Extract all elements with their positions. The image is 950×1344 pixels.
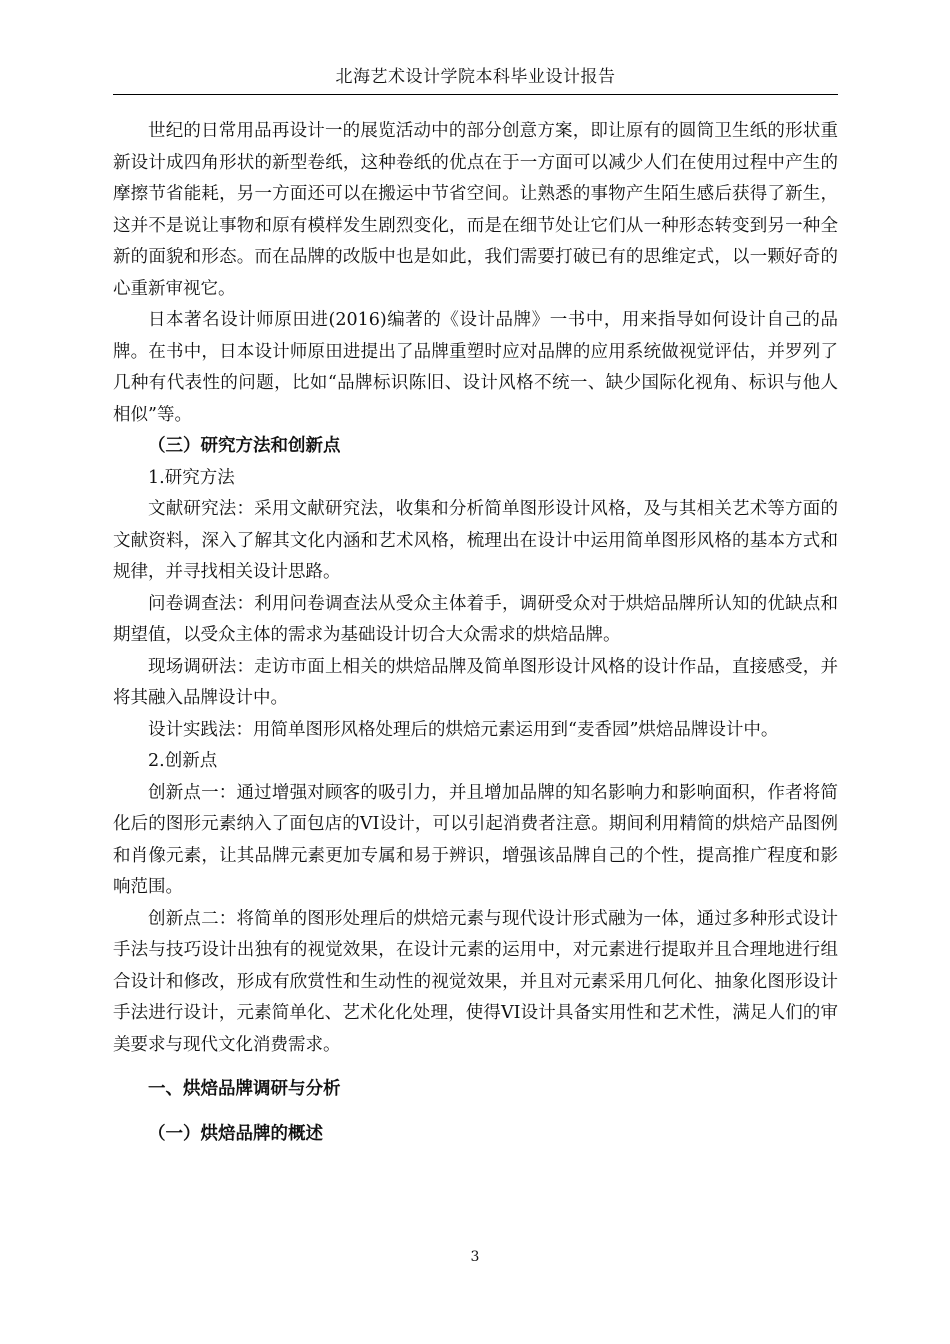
paragraph-harada: 日本著名设计师原田进(2016)编著的《设计品牌》一书中，用来指导如何设计自己的品牌。在书中，日本设计师原田进提出了品牌重塑时应对品牌的应用系统做视觉评估，并罗列了几种有代表性的问题，比如“品牌标识陈旧、设计风格不统一、缺少国际化视角、标识与他人相似”等。	[113, 310, 838, 425]
subheading-innovation: 2.创新点	[148, 751, 218, 771]
paragraph-field-method: 现场调研法：走访市面上相关的烘焙品牌及简单图形设计风格的设计作品，直接感受，并将其融入品牌设计中。	[113, 656, 838, 708]
chapter-heading-1: 一、烘焙品牌调研与分析	[148, 1079, 341, 1099]
subheading-methods: 1.研究方法	[148, 467, 235, 488]
header-title: 北海艺术设计学院本科毕业设计报告	[335, 67, 616, 87]
paragraph-practice-method: 设计实践法：用简单图形风格处理后的烘焙元素运用到“麦香园”烘焙品牌设计中。	[148, 719, 779, 740]
paragraph-innovation-1: 创新点一：通过增强对顾客的吸引力，并且增加品牌的知名影响力和影响面积，作者将简化后的图形元素纳入了面包店的VI设计，可以引起消费者注意。期间利用精简的烘焙产品图例和肖像元素，让其品牌元素更加专属和易于辨识，增强该品牌自己的个性，提高推广程度和影响范围。	[113, 782, 838, 897]
paragraph-literature-method: 文献研究法：采用文献研究法，收集和分析简单图形设计风格，及与其相关艺术等方面的文献资料，深入了解其文化内涵和艺术风格，梳理出在设计中运用简单图形风格的基本方式和规律，并寻找相关设计思路。	[113, 499, 838, 582]
paragraph-innovation-2: 创新点二：将简单的图形处理后的烘焙元素与现代设计形式融为一体，通过多种形式设计手法与技巧设计出独有的视觉效果，在设计元素的运用中，对元素进行提取并且合理地进行组合设计和修改，形成有欣赏性和生动性的视觉效果，并且对元素采用几何化、抽象化图形设计手法进行设计，元素简单化、艺术化化处理，使得VI设计具备实用性和艺术性，满足人们的审美要求与现代文化消费需求。	[113, 908, 838, 1055]
document-body	[113, 116, 838, 1150]
paragraph-continued: 世纪的日常用品再设计一的展览活动中的部分创意方案，即让原有的圆筒卫生纸的形状重新设计成四角形状的新型卷纸，这种卷纸的优点在于一方面可以减少人们在使用过程中产生的摩擦节省能耗，另一方面还可以在搬运中节省空间。让熟悉的事物产生陌生感后获得了新生，这并不是说让事物和原有模样发生剧烈变化，而是在细节处让它们从一种形态转变到另一种全新的面貌和形态。而在品牌的改版中也是如此，我们需要打破已有的思维定式，以一颗好奇的心重新审视它。	[113, 121, 838, 299]
section-heading-1: （一）烘焙品牌的概述	[148, 1123, 323, 1144]
page-header	[113, 64, 838, 95]
paragraph-survey-method: 问卷调查法：利用问卷调查法从受众主体着手，调研受众对于烘焙品牌所认知的优缺点和期望值，以受众主体的需求为基础设计切合大众需求的烘焙品牌。	[113, 593, 838, 645]
page-number: 3	[470, 1249, 480, 1265]
section-heading-methods: （三）研究方法和创新点	[148, 436, 341, 456]
